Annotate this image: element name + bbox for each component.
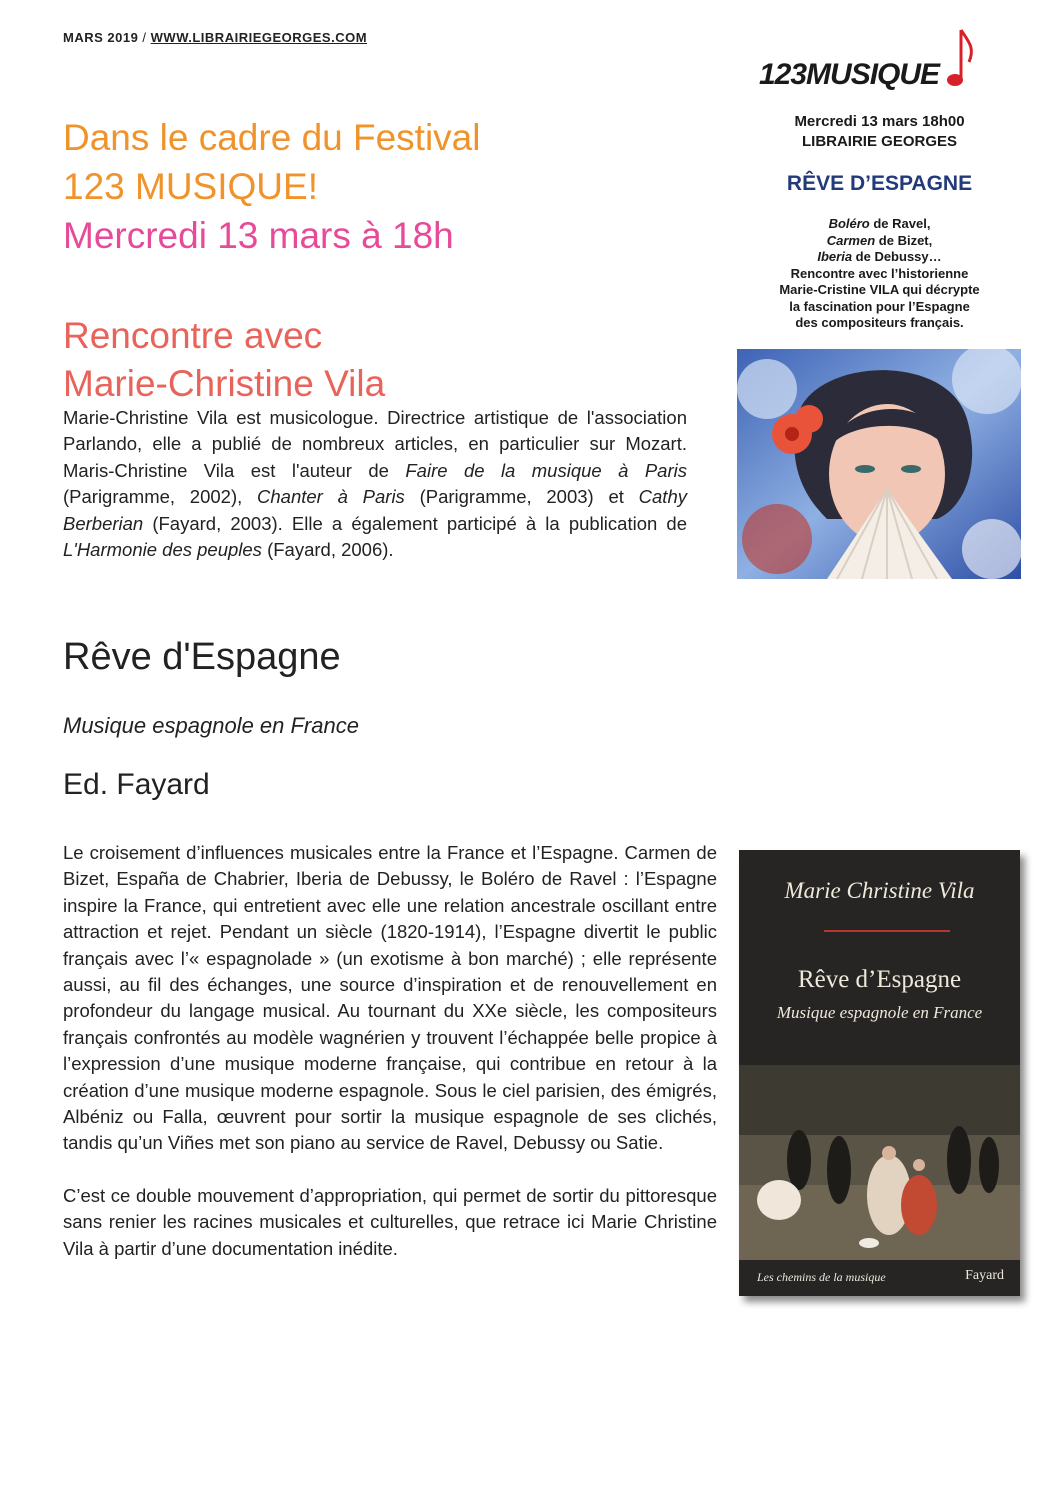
book-title: Rêve d'Espagne <box>63 636 341 678</box>
book-description <box>63 840 717 1288</box>
page-header <box>63 30 367 45</box>
poster-date: Mercredi 13 mars 18h00 <box>794 113 965 130</box>
music-note-icon <box>939 28 979 98</box>
bio-text: (Fayard, 2006). <box>261 539 394 561</box>
meeting-heading <box>63 312 703 408</box>
poster-composer: de Bizet, <box>875 232 933 248</box>
bio-text: (Parigramme, 2002), <box>63 486 258 508</box>
author-name: Marie-Christine Vila <box>63 363 386 404</box>
festival-logo: 123MUSIQUE <box>759 58 940 91</box>
poster-composer: de Debussy… <box>852 249 942 264</box>
poster-line: la fascination pour l’Espagne <box>789 298 970 314</box>
poster-date-venue <box>737 112 1022 152</box>
header-separator: / <box>138 30 151 45</box>
poster-line: Rencontre avec l’historienne <box>790 265 969 281</box>
description-paragraph: Le croisement d’influences musicales entre la France et l’Espagne. Carmen de Bizet, España de Chabrier, Iberia de Debussy, le Boléro de Ravel : l’Espagne inspire la France, qui entretient avec elle une relation ancestrale oscillant entre attraction et rejet. Pendant un siècle (1820-1914), l’Espagne divertit le public français avec l’« espagnolade » (un exotisme à bon marché) ; elle représente aussi, au fil des échanges, une source d’inspiration et de renouvellement en profondeur du langage musical. Au tournant du XXe siècle, les compositeurs français confrontés au modèle wagnérien y trouvent l’échappée belle propice à l’expression d’une musique moderne française, qui contribue en retour à la création d’une musique moderne espagnole. Sous le ciel parisien, des émigrés, Albéniz ou Falla, œuvrent pour sortir la musique espagnole de ses clichés, tandis qu’un Viñes met son piano au service de Ravel, Debussy ou Satie. <box>63 842 717 1154</box>
event-poster <box>737 28 1022 340</box>
event-date: Mercredi 13 mars à 18h <box>63 215 454 256</box>
flamenco-painting <box>737 349 1021 579</box>
poster-title: RÊVE D’ESPAGNE <box>786 172 973 195</box>
website-link[interactable]: WWW.LIBRAIRIEGEORGES.COM <box>150 30 368 45</box>
description-paragraph: C’est ce double mouvement d’appropriation, qui permet de sortir du pittoresque sans renier les racines musicales et culturelles, que retrace ici Marie Christine Vila à partir d’une documentation inédite. <box>63 1184 717 1259</box>
bio-text: Marie-Christine Vila est musicologue. Directrice artistique de l'association Parlando, elle a publié de nombreux articles, en particulier sur Mozart. Maris-Christine Vila est l'auteur de <box>63 407 687 481</box>
bio-text: (Parigramme, 2003) et <box>404 486 639 508</box>
poster-composer: de Ravel, <box>869 216 931 231</box>
cover-title: Rêve d’Espagne <box>797 966 962 993</box>
cover-divider <box>824 930 950 932</box>
cover-subtitle: Musique espagnole en France <box>776 1003 983 1022</box>
poster-line: des compositeurs français. <box>795 315 964 330</box>
poster-text <box>737 216 1022 332</box>
poster-work: Carmen <box>826 232 876 248</box>
author-bio <box>63 405 687 563</box>
festival-heading <box>63 113 703 260</box>
bio-text: (Fayard, 2003). Elle a également participé à la publication de <box>143 512 687 534</box>
poster-work: Iberia <box>817 249 853 264</box>
cover-publisher: Fayard <box>965 1268 1004 1283</box>
book-subtitle: Musique espagnole en France <box>63 713 359 738</box>
bio-book-title: L'Harmonie des peuples <box>63 539 262 561</box>
cover-author: Marie Christine Vila <box>784 878 975 903</box>
poster-venue: LIBRAIRIE GEORGES <box>801 133 958 150</box>
poster-line: Marie-Cristine VILA qui décrypte <box>779 282 980 297</box>
meeting-line-1: Rencontre avec <box>63 315 323 356</box>
poster-work: Boléro <box>828 216 870 231</box>
cover-series: Les chemins de la musique <box>757 1270 886 1284</box>
book-publisher: Ed. Fayard <box>63 768 210 801</box>
festival-line-2: 123 MUSIQUE! <box>63 166 318 207</box>
book-cover <box>739 850 1020 1296</box>
bio-book-title: Faire de la musique à Paris <box>405 459 687 481</box>
bio-book-title: Cathy Berberian <box>63 486 687 534</box>
issue-date: MARS 2019 <box>63 30 139 45</box>
cover-painting <box>739 1065 1020 1260</box>
bio-book-title: Chanter à Paris <box>257 486 405 508</box>
festival-line-1: Dans le cadre du Festival <box>63 117 481 158</box>
